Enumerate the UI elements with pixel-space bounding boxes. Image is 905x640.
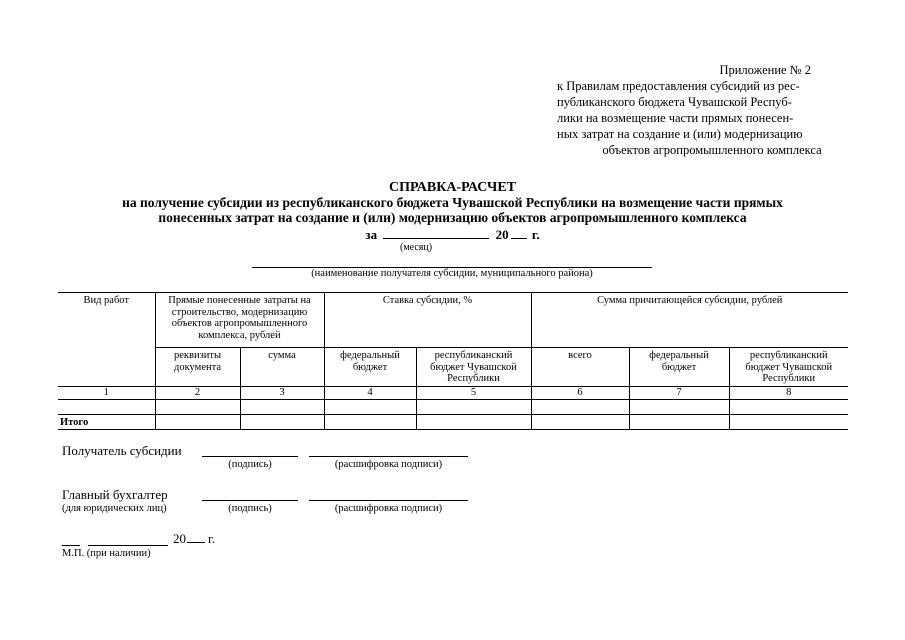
column-number: 8 (729, 387, 848, 400)
title-heading: СПРАВКА-РАСЧЕТ (388, 180, 517, 195)
title-line-2: понесенных затрат на создание и (или) модернизацию объектов агропромышленного комплекса (158, 210, 747, 225)
year-blank (511, 227, 527, 239)
table-row (58, 399, 848, 414)
date-month-line (88, 545, 168, 546)
title-line-1: на получение субсидии из республиканского бюджета Чувашской Республики на возмещение части прямых (122, 195, 783, 210)
period-prefix: за (365, 227, 378, 242)
decoding-caption: (расшифровка подписи) (334, 503, 443, 514)
period-suffix: г. (531, 227, 540, 242)
header-subsidy-amount: Сумма причитающейся субсидии, рублей (531, 293, 848, 348)
column-number: 1 (58, 387, 155, 400)
total-label: Итого (58, 414, 155, 429)
header-republic-budget: республиканский бюджет Чувашской Республики (416, 348, 531, 387)
accountant-decoding-line (309, 500, 468, 501)
table-cell (629, 399, 729, 414)
appendix-number: Приложение № 2 (719, 63, 811, 77)
table-cell (729, 414, 848, 429)
appendix-line: ных затрат на создание и (или) модернизацию (557, 127, 803, 141)
table-cell (58, 399, 155, 414)
stamp-note: М.П. (при наличии) (62, 548, 151, 559)
header-document-details: реквизиты документа (155, 348, 240, 387)
appendix-line: объектов агропромышленного комплекса (602, 143, 822, 157)
signature-caption: (подпись) (228, 459, 272, 470)
table-row-total (58, 414, 848, 429)
header-federal-budget: федеральный бюджет (324, 348, 416, 387)
table-cell (155, 414, 240, 429)
header-total: всего (531, 348, 629, 387)
appendix-line: лики на возмещение части прямых понесен- (557, 111, 794, 125)
recipient-signature-line (202, 456, 298, 457)
calculation-table (58, 292, 848, 430)
table-cell (240, 414, 324, 429)
accountant-signature-line (202, 500, 298, 501)
recipient-decoding-line (309, 456, 468, 457)
period-line (60, 227, 845, 243)
table-cell (416, 399, 531, 414)
accountant-note: (для юридических лиц) (62, 503, 167, 514)
appendix-block (557, 62, 847, 158)
recipient-caption: (наименование получателя субсидии, муниципального района) (311, 268, 593, 279)
period-year: 20 (495, 227, 509, 242)
signature-caption: (подпись) (228, 503, 272, 514)
header-subsidy-rate: Ставка субсидии, % (324, 293, 531, 348)
header-direct-costs: Прямые понесенные затраты на строительство, модернизацию объектов агропромышленного комплекса, рублей (155, 293, 324, 348)
header-republic-budget: республиканский бюджет Чувашской Республики (729, 348, 848, 387)
header-sum: сумма (240, 348, 324, 387)
table-cell (531, 414, 629, 429)
column-number: 6 (531, 387, 629, 400)
table-cell (729, 399, 848, 414)
date-year-value: 20 (173, 531, 186, 546)
header-work-type: Вид работ (58, 293, 155, 387)
appendix-line: к Правилам предоставления субсидий из рес- (557, 79, 800, 93)
decoding-caption: (расшифровка подписи) (334, 459, 443, 470)
date-year (173, 531, 215, 547)
table-cell (324, 414, 416, 429)
column-number: 7 (629, 387, 729, 400)
date-day-line (62, 545, 80, 546)
month-blank (383, 227, 489, 239)
header-federal-budget: федеральный бюджет (629, 348, 729, 387)
column-number: 3 (240, 387, 324, 400)
column-number: 4 (324, 387, 416, 400)
appendix-line: публиканского бюджета Чувашской Респуб- (557, 95, 792, 109)
accountant-label: Главный бухгалтер (62, 487, 168, 502)
table-cell (240, 399, 324, 414)
table-cell (324, 399, 416, 414)
table-cell (155, 399, 240, 414)
month-caption: (месяц) (400, 242, 433, 253)
document-title (60, 180, 845, 225)
date-suffix: г. (208, 531, 216, 546)
table-cell (416, 414, 531, 429)
column-number: 2 (155, 387, 240, 400)
table-cell (629, 414, 729, 429)
table-cell (531, 399, 629, 414)
column-number: 5 (416, 387, 531, 400)
date-year-blank (187, 531, 205, 543)
recipient-label: Получатель субсидии (62, 443, 182, 458)
